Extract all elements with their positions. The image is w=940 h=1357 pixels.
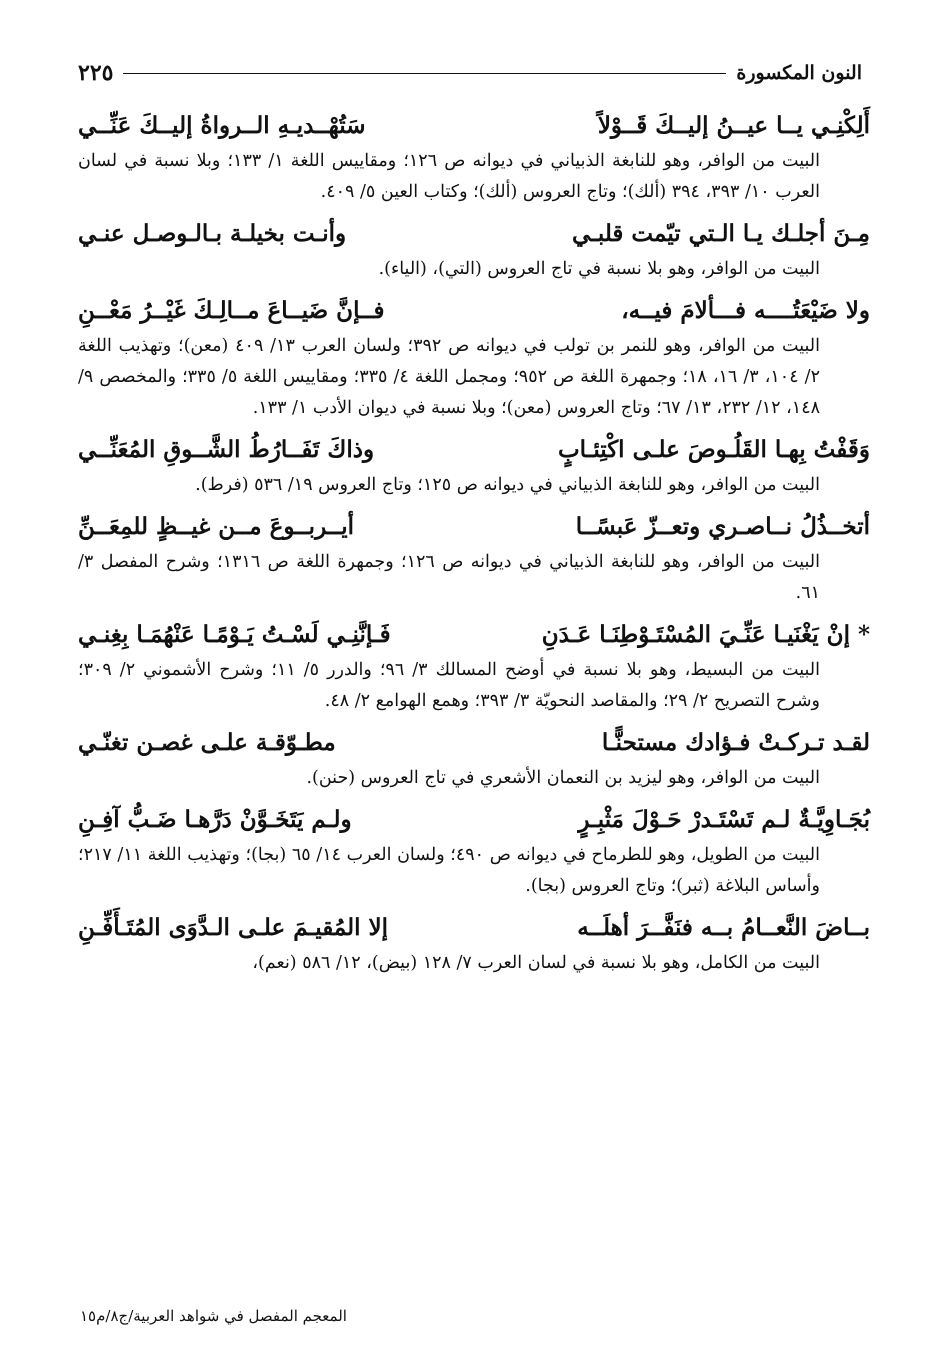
verse-entry: [78, 430, 870, 501]
source-note: البيت من الوافر، وهو للنابغة الذبياني في ديوانه ص ١٢٦؛ وجمهرة اللغة ص ١٣١٦؛ وشرح المفصل ٣/ ٦١.: [78, 552, 821, 603]
second-hemistich: مطـوّقـة علـى غصـن تغنّـي: [78, 729, 336, 756]
source-note: البيت من الوافر، وهو ليزيد بن النعمان الأشعري في تاج العروس (حنن).: [306, 768, 820, 788]
verse-line: [78, 800, 870, 840]
verse-line: [78, 723, 870, 763]
first-hemistich: بــاضَ النَّعــامُ بــه فنَفَّــرَ أهلَــه: [577, 914, 870, 941]
second-hemistich: وأنـت بخيلـة بـالـوصـل عنـي: [78, 220, 347, 247]
page-footer: المعجم المفصل في شواهد العربية/ج٨/م١٥: [80, 1307, 347, 1325]
first-hemistich: أتخــذُلُ نــاصـري وتعــزّ عَبسًــا: [575, 513, 870, 540]
second-hemistich: فــإنَّ ضَيــاعَ مــالِـكَ غَيْــرُ مَعْــنِ: [78, 297, 385, 324]
verse-line: [78, 214, 870, 254]
second-hemistich: ولـم يَتَخَـوَّنْ دَرَّهـا ضَـبُّ آفِـنِ: [78, 806, 352, 833]
source-note: البيت من الوافر، وهو للنمر بن تولب في ديوانه ص ٣٩٢؛ ولسان العرب ١٣/ ٤٠٩ (معن)؛ وتهذيب اللغة ٢/ ١٠٤، ٣/ ١٦، ١٨؛ وجمهرة اللغة ص ٩٥٢؛ ومجمل اللغة ٤/ ٣٣٥؛ ومقاييس اللغة ٥/ ٣٣٥؛ والمخصص ٩/ ١٤٨، ١٢/ ٢٣٢، ١٣/ ٦٧؛ وتاج العروس (معن)؛ وبلا نسبة في ديوان الأدب ١/ ١٣٣.: [78, 336, 820, 418]
verse-entry: [78, 507, 870, 609]
first-hemistich: مِـنَ أجلـك يـا الـتي تيّمت قلبـي: [571, 220, 870, 247]
running-title: النون المكسورة: [736, 62, 862, 84]
source-note: البيت من الكامل، وهو بلا نسبة في لسان العرب ٧/ ١٢٨ (بيض)، ١٢/ ٥٨٦ (نعم)،: [252, 953, 820, 973]
first-hemistich: ولا ضَيْعَتُــــه فـــألامَ فيــه،: [621, 297, 870, 324]
source-note: البيت من الطويل، وهو للطرماح في ديوانه ص ٤٩٠؛ ولسان العرب ١٤/ ٦٥ (بجا)؛ وتهذيب اللغة ١١/ ٢١٧؛ وأساس البلاغة (ثبر)؛ وتاج العروس (بجا).: [78, 845, 820, 896]
second-hemistich: وذاكَ تَفَــارُطُ الشَّــوقِ المُعَنِّــي: [78, 436, 375, 463]
verse-line: [78, 615, 870, 655]
verse-line: [78, 106, 870, 146]
verse-list: [78, 100, 870, 979]
second-hemistich: إلا المُقيـمَ علـى الـدَّوَى المُتَـأَفِّـنِ: [78, 914, 389, 941]
first-hemistich: أَلِكْنِـي يــا عيــنُ إليــكَ قَــوْلاً: [597, 112, 870, 139]
first-hemistich: وَقَفْتُ بِهـا القَلُـوصَ علـى اكْتِئـابٍ: [557, 436, 870, 463]
verse-line: [78, 908, 870, 948]
source-note: البيت من الوافر، وهو للنابغة الذبياني في ديوانه ص ١٢٦؛ ومقاييس اللغة ١/ ١٣٣؛ وبلا نسبة في لسان العرب ١٠/ ٣٩٣، ٣٩٤ (ألك)؛ وتاج العروس (ألك)؛ وكتاب العين ٥/ ٤٠٩.: [78, 151, 820, 202]
second-hemistich: فَـإنَّنِـي لَسْـتُ يَـوْمًـا عَنْهُمَـا بِغِنـي: [78, 621, 391, 648]
source-note: البيت من الوافر، وهو للنابغة الذبياني في ديوانه ص ١٢٥؛ وتاج العروس ١٩/ ٥٣٦ (فرط).: [195, 475, 820, 495]
verse-entry: [78, 214, 870, 285]
first-hemistich: * إنْ يَغْنَيـا عَنِّـيَ المُسْتَـوْطِنَـا عَـدَنِ: [541, 621, 870, 648]
verse-entry: [78, 291, 870, 424]
verse-entry: [78, 723, 870, 794]
source-note: البيت من الوافر، وهو بلا نسبة في تاج العروس (التي)، (الياء).: [378, 259, 820, 279]
verse-entry: [78, 106, 870, 208]
first-hemistich: لقـد تـركـتْ فـؤادك مستحنًّـا: [601, 729, 870, 756]
header-rule: [123, 73, 726, 74]
second-hemistich: أيــربــوعَ مــن غيــظٍ للمِعَــنِّ: [78, 513, 355, 540]
verse-line: [78, 430, 870, 470]
source-note: البيت من البسيط، وهو بلا نسبة في أوضح المسالك ٣/ ٩٦؛ والدرر ٥/ ١١؛ وشرح الأشموني ٢/ ٣٠٩؛ وشرح التصريح ٢/ ٢٩؛ والمقاصد النحويّة ٣/ ٣٩٣؛ وهمع الهوامع ٢/ ٤٨.: [78, 660, 820, 711]
verse-entry: [78, 615, 870, 717]
verse-line: [78, 507, 870, 547]
first-hemistich: بُجَـاوِيَّـةٌ لـم تَسْتَـدرْ حَـوْلَ مَثْبِـرٍ: [578, 806, 870, 833]
verse-entry: [78, 908, 870, 979]
second-hemistich: سَتُهْــديـهِ الــرواةُ إليــكَ عَنِّــي: [78, 112, 366, 139]
verse-entry: [78, 800, 870, 902]
verse-line: [78, 291, 870, 331]
page-number: ٢٢٥: [78, 60, 114, 86]
page-header: [78, 58, 862, 88]
